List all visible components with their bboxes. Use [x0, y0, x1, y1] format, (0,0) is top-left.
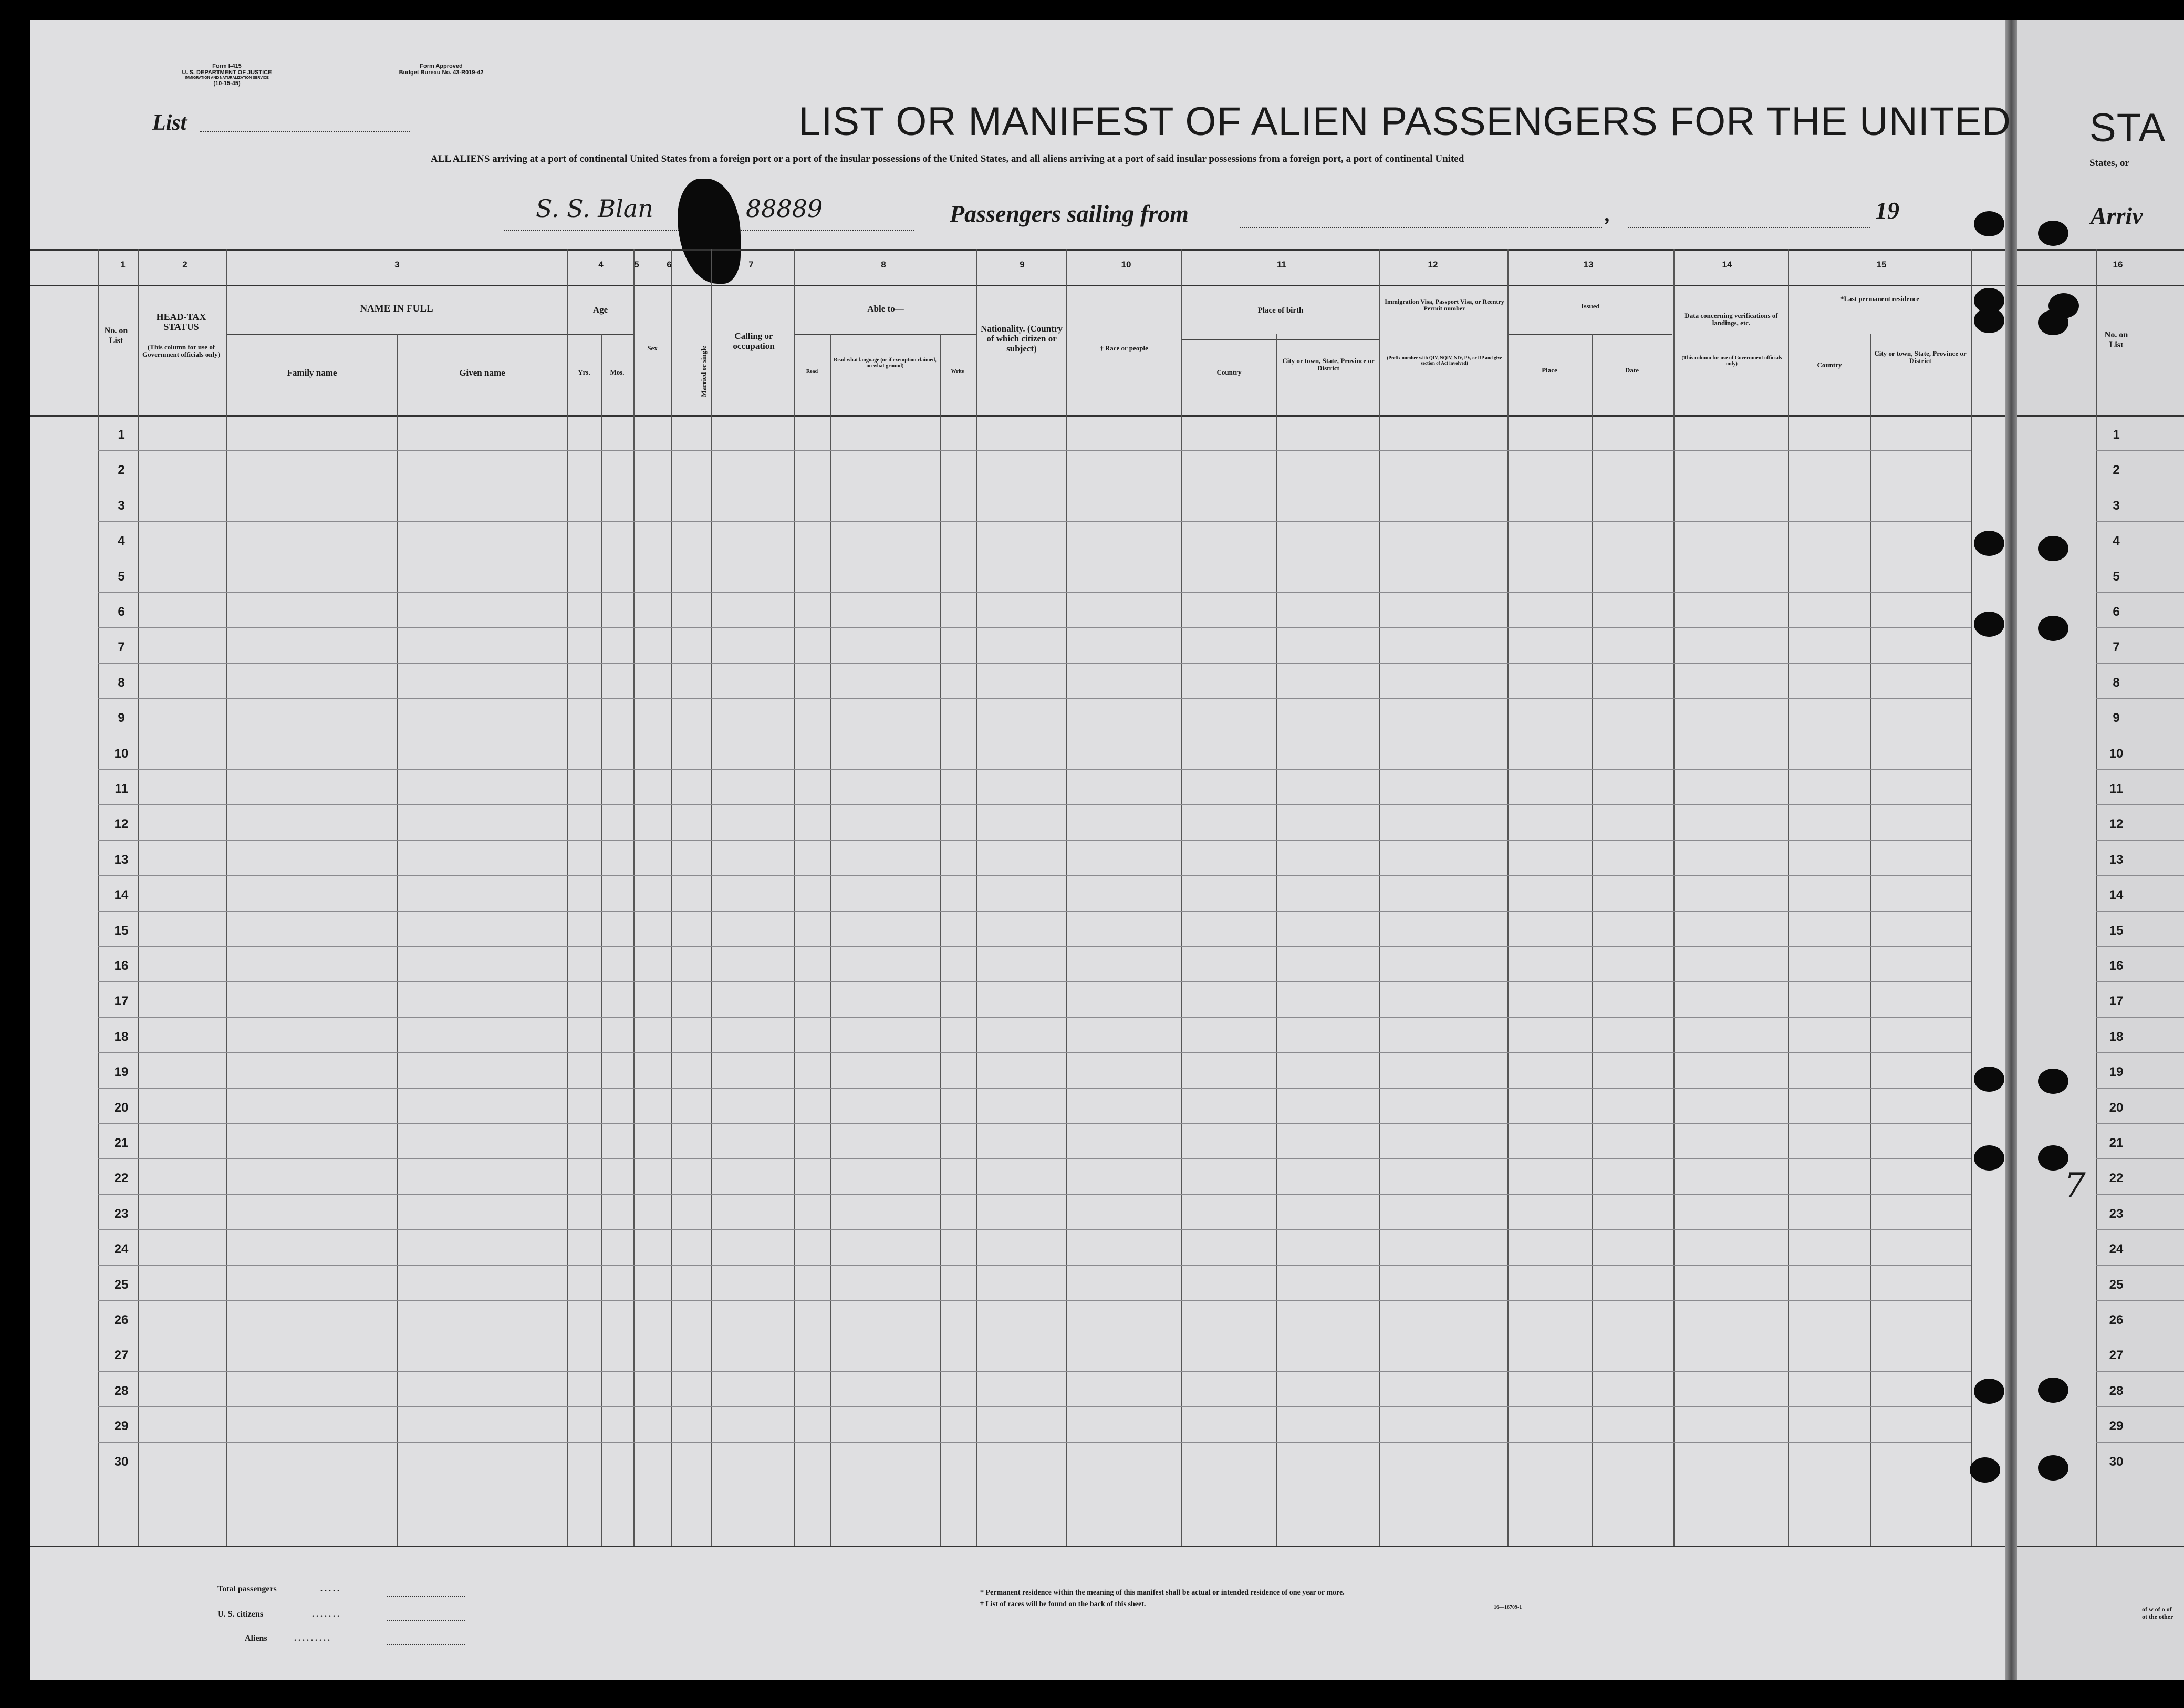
- punch-hole: [2038, 310, 2068, 335]
- row-number-left: 21: [114, 1136, 129, 1150]
- row-number-left: 9: [118, 711, 125, 726]
- row-number-left: 6: [118, 605, 125, 619]
- aliens-label: Aliens: [245, 1634, 267, 1643]
- row-number-right: 16: [2109, 959, 2124, 973]
- year-prefix: 19: [1875, 197, 1899, 224]
- row-number-left: 2: [118, 463, 125, 478]
- row-number-right: 6: [2113, 605, 2120, 619]
- col-num-5: 5: [634, 260, 639, 270]
- table-row-line: [2096, 946, 2184, 947]
- row-number-right: 15: [2109, 923, 2124, 938]
- table-row-line: [2096, 1442, 2184, 1443]
- punch-hole: [1974, 211, 2004, 236]
- row-number-right: 12: [2109, 817, 2124, 832]
- list-label: List: [152, 111, 187, 135]
- row-number-right: 8: [2113, 675, 2120, 690]
- list-fill-line: [200, 131, 410, 132]
- form-dept: U. S. DEPARTMENT OF JUSTICE: [182, 69, 272, 76]
- header-married: Married or single: [700, 346, 708, 397]
- col-num-10: 10: [1121, 260, 1131, 270]
- header-head-tax-note: (This column for use of Government officials only): [142, 343, 221, 358]
- row-number-left: 23: [114, 1206, 129, 1221]
- table-column-divider: [397, 334, 398, 1546]
- row-number-right: 23: [2109, 1206, 2124, 1221]
- manifest-title-continued: STA: [2089, 106, 2166, 150]
- name-subheader-line: [226, 334, 567, 335]
- header-residence-country: Country: [1817, 361, 1842, 369]
- table-column-divider: [1971, 249, 1972, 1546]
- table-row-line: [2096, 804, 2184, 805]
- margin-handwritten-mark: 7: [2064, 1166, 2086, 1205]
- table-column-divider: [1276, 334, 1277, 1546]
- col-num-6: 6: [667, 260, 672, 270]
- table-row-line: [2096, 1265, 2184, 1266]
- header-name-in-full: NAME IN FULL: [360, 303, 433, 314]
- header-landing-note: (This column for use of Government officials only): [1681, 355, 1782, 367]
- table-column-divider: [794, 249, 795, 1546]
- row-number-left: 20: [114, 1100, 129, 1115]
- form-approval-block: [368, 63, 515, 76]
- row-number-right: 24: [2109, 1242, 2124, 1257]
- table-row-line: [98, 1406, 1971, 1407]
- row-number-right: 9: [2113, 711, 2120, 726]
- dot-leader: . . . . . . . . .: [294, 1634, 330, 1643]
- arriving-label: Arriv: [2091, 202, 2143, 229]
- table-header-bottom-border-right: [2017, 415, 2184, 417]
- row-number-right: 29: [2109, 1419, 2124, 1434]
- form-edition: (10-15-45): [213, 80, 241, 87]
- punch-hole: [2038, 1069, 2068, 1094]
- table-row-line: [2096, 875, 2184, 876]
- table-row-line: [2096, 1158, 2184, 1159]
- table-top-border: [30, 249, 2005, 251]
- header-race: † Race or people: [1100, 344, 1148, 352]
- us-citizens-fill: [387, 1620, 465, 1621]
- header-nationality: Nationality. (Country of which citizen or subject): [981, 324, 1063, 354]
- col-num-3: 3: [394, 260, 400, 270]
- header-given-name: Given name: [459, 368, 505, 378]
- table-row-line: [2096, 1052, 2184, 1053]
- row-number-left: 4: [118, 534, 125, 548]
- row-number-right: 13: [2109, 852, 2124, 867]
- row-number-right: 21: [2109, 1136, 2124, 1150]
- header-family-name: Family name: [287, 368, 337, 378]
- header-issued-date: Date: [1625, 366, 1639, 374]
- table-row-line: [2096, 1194, 2184, 1195]
- adjacent-sheet: [2017, 20, 2184, 1680]
- manifest-subtitle-continued: States, or: [2089, 158, 2129, 169]
- row-number-left: 27: [114, 1348, 129, 1363]
- table-row-line: [2096, 663, 2184, 664]
- row-number-right: 3: [2113, 498, 2120, 513]
- table-row-line: [2096, 981, 2184, 982]
- col-num-14: 14: [1722, 260, 1732, 270]
- table-row-line: [2096, 1017, 2184, 1018]
- row-number-right: 28: [2109, 1383, 2124, 1398]
- col-num-13: 13: [1583, 260, 1594, 270]
- table-row-line: [2096, 769, 2184, 770]
- row-number-right: 26: [2109, 1313, 2124, 1327]
- col-num-11: 11: [1277, 260, 1286, 270]
- punch-hole: [2038, 221, 2068, 246]
- table-column-divider: [226, 249, 227, 1546]
- col-num-12: 12: [1428, 260, 1438, 270]
- row-number-right: 10: [2109, 746, 2124, 761]
- header-visa-note: (Prefix number with QIV, NQIV, NIV, PV, or RP and give section of Act involved): [1387, 355, 1502, 366]
- header-calling: Calling or occupation: [733, 331, 775, 351]
- header-visa: Immigration Visa, Passport Visa, or Reentry Permit number: [1385, 298, 1504, 312]
- table-row-line: [2096, 1371, 2184, 1372]
- table-row-line: [2096, 521, 2184, 522]
- table-row-line: [98, 1300, 1971, 1301]
- table-row-line: [98, 1017, 1971, 1018]
- table-column-divider: [1788, 249, 1789, 1546]
- table-row-line: [98, 1052, 1971, 1053]
- header-read-language: Read what language (or if exemption claimed, on what ground): [834, 357, 937, 369]
- col-num-4: 4: [598, 260, 604, 270]
- table-column-divider: [711, 249, 712, 1546]
- punch-hole: [1970, 1457, 2000, 1483]
- total-passengers-label: Total passengers: [217, 1585, 277, 1593]
- col-num-15: 15: [1876, 260, 1887, 270]
- table-number-row-border-right: [2017, 285, 2184, 286]
- row-number-right: 30: [2109, 1454, 2124, 1469]
- table-row-line: [98, 981, 1971, 982]
- footnote-races: † List of races will be found on the back of this sheet.: [980, 1600, 1146, 1608]
- table-row-line: [2096, 592, 2184, 593]
- table-column-divider: [1066, 249, 1067, 1546]
- header-age: Age: [592, 305, 608, 315]
- table-column-divider: [976, 249, 977, 1546]
- row-number-right: 2: [2113, 463, 2120, 478]
- table-row-line: [98, 840, 1971, 841]
- dot-leader: . . . . . . .: [312, 1610, 339, 1619]
- row-number-left: 7: [118, 640, 125, 655]
- header-read: Read: [806, 369, 818, 375]
- header-landing-data: Data concerning verifications of landings, etc.: [1684, 312, 1778, 327]
- table-row-line: [2096, 1123, 2184, 1124]
- row-number-right: 14: [2109, 888, 2124, 903]
- row-number-left: 1: [118, 428, 125, 442]
- punch-hole: [2038, 536, 2068, 561]
- header-write: Write: [951, 369, 964, 375]
- table-column-divider: [1181, 249, 1182, 1546]
- table-top-border-right: [2017, 249, 2184, 251]
- punch-hole: [1974, 612, 2004, 637]
- birth-subheader-line: [1182, 339, 1379, 340]
- row-number-left: 22: [114, 1171, 129, 1186]
- table-row-line: [98, 627, 1971, 628]
- table-bottom-border-right: [2017, 1546, 2184, 1547]
- row-number-left: 14: [114, 888, 129, 903]
- table-column-divider: [1507, 249, 1509, 1546]
- punch-hole: [1974, 1067, 2004, 1092]
- row-number-left: 10: [114, 746, 129, 761]
- header-issued: Issued: [1581, 302, 1600, 310]
- header-residence-city: City or town, State, Province or District: [1874, 349, 1967, 365]
- col-num-8: 8: [881, 260, 886, 270]
- row-number-left: 26: [114, 1313, 129, 1327]
- table-column-divider: [671, 249, 672, 1546]
- punch-hole: [2038, 1378, 2068, 1403]
- row-number-right: 27: [2109, 1348, 2124, 1363]
- total-passengers-fill: [387, 1596, 465, 1597]
- able-subheader-line: [794, 334, 977, 335]
- table-number-row-border: [30, 285, 2005, 286]
- table-column-divider: [830, 334, 831, 1546]
- table-row-line: [98, 592, 1971, 593]
- row-number-right: 19: [2109, 1065, 2124, 1080]
- row-number-left: 24: [114, 1242, 129, 1257]
- header-place-of-birth: Place of birth: [1257, 306, 1304, 315]
- header-birth-city: City or town, State, Province or District: [1282, 357, 1375, 372]
- row-number-left: 25: [114, 1277, 129, 1292]
- table-column-divider: [601, 334, 602, 1546]
- table-row-line: [98, 804, 1971, 805]
- row-number-left: 5: [118, 569, 125, 584]
- row-number-left: 19: [114, 1065, 129, 1080]
- col-num-7: 7: [748, 260, 754, 270]
- table-row-line: [2096, 698, 2184, 699]
- sailing-label: Passengers sailing from: [950, 200, 1189, 227]
- age-subheader-line: [567, 334, 633, 335]
- table-column-divider: [1870, 334, 1871, 1546]
- table-row-line: [98, 450, 1971, 451]
- header-mos: Mos.: [610, 368, 625, 376]
- table-column-divider: [567, 249, 568, 1546]
- row-number-left: 30: [114, 1454, 129, 1469]
- row-number-right: 17: [2109, 994, 2124, 1009]
- table-column-divider: [1592, 334, 1593, 1546]
- row-number-right: 4: [2113, 534, 2120, 548]
- issued-subheader-line: [1509, 334, 1672, 335]
- table-row-line: [98, 521, 1971, 522]
- header-able-to: Able to—: [867, 304, 904, 314]
- col-num-2: 2: [182, 260, 188, 270]
- print-code: 16—16709-1: [1494, 1605, 1522, 1610]
- table-header-bottom-border: [30, 415, 2005, 417]
- table-row-line: [2096, 450, 2184, 451]
- table-row-line: [98, 875, 1971, 876]
- header-sex: Sex: [647, 344, 658, 352]
- table-column-divider: [1673, 249, 1675, 1546]
- table-row-line: [2096, 627, 2184, 628]
- table-row-line: [98, 698, 1971, 699]
- sailing-fill-line: [1240, 227, 1602, 228]
- table-row-line: [98, 1123, 1971, 1124]
- header-yrs: Yrs.: [578, 368, 590, 376]
- manifest-subtitle: ALL ALIENS arriving at a port of continental United States from a foreign port or a port of the insular possessions of the United States, and all aliens arriving at a port of said insular possessions from a foreign port, a port of continental United: [431, 153, 1464, 164]
- header-head-tax: HEAD-TAX STATUS: [156, 312, 206, 332]
- header-last-residence: *Last permanent residence: [1840, 295, 1919, 303]
- table-row-line: [2096, 1406, 2184, 1407]
- punch-hole: [1974, 308, 2004, 333]
- table-row-line: [2096, 840, 2184, 841]
- row-number-right: 18: [2109, 1029, 2124, 1044]
- header-issued-place: Place: [1542, 366, 1557, 374]
- us-citizens-label: U. S. citizens: [217, 1610, 264, 1619]
- punch-hole: [1974, 1145, 2004, 1171]
- row-number-left: 16: [114, 959, 129, 973]
- table-row-line: [2096, 1300, 2184, 1301]
- row-number-left: 18: [114, 1029, 129, 1044]
- punch-hole: [1974, 1379, 2004, 1404]
- table-column-divider: [633, 249, 635, 1546]
- right-snippet-text: of w of o of ot the other: [2142, 1606, 2173, 1620]
- form-budget: Budget Bureau No. 43-R019-42: [399, 69, 484, 76]
- row-number-right: 22: [2109, 1171, 2124, 1186]
- row-number-left: 3: [118, 498, 125, 513]
- row-number-left: 11: [115, 782, 128, 796]
- row-number-left: 8: [118, 675, 125, 690]
- table-row-line: [98, 946, 1971, 947]
- table-row-line: [98, 1371, 1971, 1372]
- table-row-line: [98, 1088, 1971, 1089]
- row-number-left: 29: [114, 1419, 129, 1434]
- row-number-right: 20: [2109, 1100, 2124, 1115]
- ship-number-handwritten: 88889: [746, 194, 823, 223]
- table-row-line: [98, 911, 1971, 912]
- table-row-line: [98, 1158, 1971, 1159]
- row-number-right: 7: [2113, 640, 2120, 655]
- comma-mark: ,: [1605, 202, 1610, 226]
- table-column-divider: [1379, 249, 1380, 1546]
- row-number-right: 5: [2113, 569, 2120, 584]
- header-no-on-list: No. on List: [104, 326, 128, 345]
- row-number-right: 11: [2109, 782, 2123, 796]
- punch-hole: [2038, 616, 2068, 641]
- table-column-divider: [98, 249, 99, 1546]
- form-approved: Form Approved: [420, 63, 463, 69]
- table-row-line: [98, 1194, 1971, 1195]
- table-row-line: [98, 663, 1971, 664]
- punch-hole: [1974, 531, 2004, 556]
- form-id-block: [117, 63, 337, 87]
- form-number: Form I-415: [212, 63, 242, 69]
- header-no-on-list-right: No. on List: [2104, 330, 2128, 349]
- col-num-16: 16: [2113, 260, 2123, 270]
- table-column-divider: [2096, 249, 2097, 1546]
- row-number-right: 1: [2113, 428, 2120, 442]
- date-fill-line: [1628, 227, 1870, 228]
- row-number-left: 15: [114, 923, 129, 938]
- header-birth-country: Country: [1216, 368, 1242, 376]
- table-column-divider: [940, 334, 941, 1546]
- dot-leader: . . . . .: [320, 1585, 339, 1593]
- col-num-1: 1: [120, 260, 126, 270]
- row-number-left: 17: [114, 994, 129, 1009]
- table-row-line: [98, 1442, 1971, 1443]
- row-number-right: 25: [2109, 1277, 2124, 1292]
- table-row-line: [2096, 911, 2184, 912]
- table-row-line: [98, 1265, 1971, 1266]
- table-row-line: [2096, 1229, 2184, 1230]
- row-number-left: 28: [114, 1383, 129, 1398]
- row-number-left: 13: [114, 852, 129, 867]
- aliens-fill: [387, 1644, 465, 1645]
- table-column-divider: [138, 249, 139, 1546]
- col-num-9: 9: [1020, 260, 1025, 270]
- page-fold: [2005, 20, 2017, 1680]
- table-bottom-border: [30, 1546, 2005, 1547]
- form-service: IMMIGRATION AND NATURALIZATION SERVICE: [185, 76, 269, 80]
- punch-hole: [2038, 1455, 2068, 1481]
- ship-name-handwritten: S. S. Blan: [536, 194, 653, 223]
- table-row-line: [98, 769, 1971, 770]
- row-number-left: 12: [114, 817, 129, 832]
- table-row-line: [98, 1229, 1971, 1230]
- manifest-title: LIST OR MANIFEST OF ALIEN PASSENGERS FOR THE UNITED: [798, 99, 2011, 144]
- table-row-line: [2096, 1088, 2184, 1089]
- footnote-residence: * Permanent residence within the meaning of this manifest shall be actual or intended residence of one year or more.: [980, 1589, 1345, 1597]
